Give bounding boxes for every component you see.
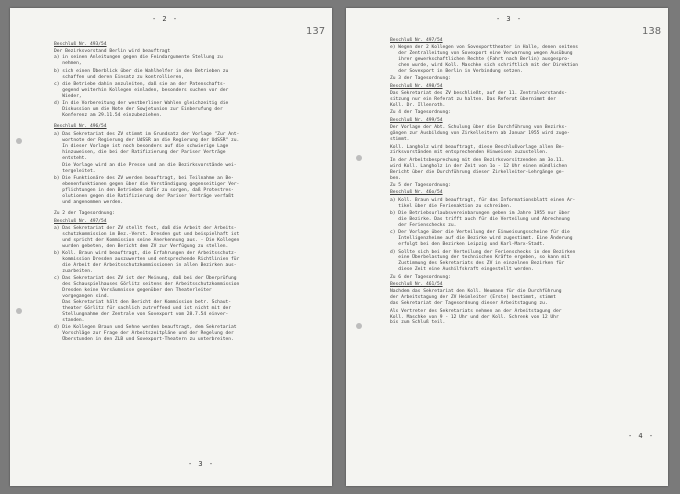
page-number-top: - 2 - [152,15,179,23]
paragraph: Der Bezirksvorstand Berlin wird beauftragt a) in seinen Anleitungen gegen die Feindargumente Stellung zu nehmen, [54,49,223,67]
paragraph: Zu 3 der Tagesordnung: [390,76,451,82]
punch-hole [356,155,362,161]
paragraph: c) Der Vorlage über die Verteilung der Einweisungsscheine für die Intelligenzheime auf die Bezirke wird zugestimmt. Eine Änderung erfolgt bei den Bezirken Leipzig und Karl-Marx-Stadt. [390,230,573,248]
paragraph: Nachdem das Sekretariat den Koll. Neumann für die Durchführung der Arbeitstagung der ZV Heimleiter (Erste) bestimmt, stimmt das Sekretariat der Tagesordnung dieser Arbeitstagung zu. [390,289,562,307]
paragraph: c) Das Sekretariat des ZV ist der Meinung, daß bei der Überprüfung des Schauspielhauses Görlitz seitens der Arbeitsschutzkommission Dresden keine Versäumnisse gegenüber den Theaterleiter vorgegangen sind. Das Sekretariat hält den Bericht der Kommission betr. Schaut- theater Görlitz für sachlich zutreffend und ist nicht mit der Stellungnahme der Zentrale von Sovexport vom 28.7.54 einver- standen. [54,276,240,323]
paragraph: Koll. Langholz wird beauftragt, diese Beschlußvorlage allen Be- zirksvorständen mit entsprechenden Hinweisen zuzustellen. [390,144,565,156]
paragraph: Zu 4 der Tagesordnung: [390,110,451,116]
right-page-text [390,38,658,328]
spacer [54,207,322,210]
punch-hole [16,138,22,144]
paragraph: a) Koll. Braun wird beauftragt, für das Informationsblatt einen Ar- tikel über die Ferienaktion zu schreiben. [390,197,576,209]
resolution-heading: Beschluß Nr. 499/54 [390,117,443,123]
paragraph: Zu 5 der Tagesordnung: [390,182,451,188]
resolution-heading: Beschluß Nr. 497/54 [54,218,107,224]
paragraph: e) Wegen der 2 Kollegen von Sovexporttheater in Halle, denen seitens der Zentralleitung von Sovexport eine Verwarnung wegen Ausübung ihrer gewerkschaftlichen Rechte (Fahrt nach Berlin) ausgespro- chen wurde, wird Koll. Maschke sich schriftlich mit der Direktion der Sovexport in Berlin in Verbindung setzen. [390,45,579,75]
page-number-top: - 3 - [496,15,523,23]
resolution-heading: Beschluß Nr. 496/54 [54,124,107,130]
paragraph: d) Die Kollegen Braun und Sehne werden beauftragt, dem Sekretariat Vorschläge zur Frage der Arbeitszeitpläne und der Regelung der Überstunden in den ZLB und Sovexport-Theatern zu unterbreiten. [54,325,237,342]
left-page-text [54,42,322,344]
paragraph: In der Arbeitsbesprechung mit den Bezirksvorsitzenden am 3o.11. wird Koll. Langholz in der Zeit von 1o - 12 Uhr einen mündlichen Bericht über die Durchführung dieser Zirkelleiter-Lehrgänge ge- ben. [390,157,568,181]
paragraph: b) Koll. Braun wird beauftragt, die Erfahrungen der Arbeitsschutz- kommission Dresden auszuwerten und entsprechende Richtlinien für die Arbeit der Arbeitsschutzkommissionen in allen Bezirken aus- zuarbeiten. [54,251,240,274]
paragraph: c) die Betriebe dahin anzuleiten, daß sie an der Patenschafts- gegend weiterhin Kollegen einladen, besonders suchen vor der Wieder, [54,81,229,99]
resolution-heading: Beschluß Nr. 497/54 [390,38,443,43]
resolution-heading: Beschluß Nr. 498/54 [390,83,443,89]
paragraph: Das Sekretariat des ZV beschließt, auf der 11. Zentralvorstands- sitzung nur ein Referat zu halten. Das Referat übernimmt der Koll. Dr. Illenroth. [390,91,568,109]
page-number-bottom: - 4 - [628,432,655,440]
resolution-heading: Beschluß Nr. 461/54 [390,282,443,288]
paragraph: Als Vertreter des Sekretariats nehmen an der Arbeitstagung der Koll. Maschke von 9 - 12 Uhr und der Koll. Schrenk von 12 Uhr bis zum Schluß teil. [390,308,562,326]
paragraph: Die Vorlage wird an die Presse und an die Bezirksvorstände wei- tergeleitet. [62,162,237,174]
resolution-heading: Beschluß Nr. 46o/54 [390,190,443,196]
paragraph: Der Vorlage der Abt. Schulung über die Durchführung von Bezirks- gängen zur Ausbildung von Zirkelleitern ab Januar 1955 wird zuge- stimmt. [390,125,570,143]
paragraph: b) Die Funktionäre des ZV werden beauftragt, bei Teilnahme an Be- ebenenfunktionen gegen über die Verständigung gegenseitiger Ver- pflichtungen in den Betrieben dafür zu sorgen, daß Protestres- olutionen gegen die Ratifizierung der Pariser Verträge verfaßt und angenommen werden. [54,176,240,205]
paragraph: Zu 2 der Tagesordnung: [54,211,115,217]
paragraph: Zu 6 der Tagesordnung: [390,274,451,280]
paragraph: b) Die Betriebsurlaubsvereinbarungen geben im Jahre 1955 nur über die Bezirke. Das trifft auch für die Verteilung und Abrechnung der Ferienschecks zu. [390,211,570,228]
page-corner-number: 137 [306,26,326,37]
page-number-bottom: - 3 - [188,460,215,468]
paragraph: d) Sollte sich bei der Verteilung der Ferienschecks in den Bezirken eine Überbelastung der technischen Kräfte ergeben, so kann mit Zustimmung des Sekretariats des ZV in einzelnen Bezirken für diese Zeit eine Aushilfskraft eingestellt werden. [390,249,576,273]
paragraph: b) sich einen Überblick über die Wahlhelfer in den Betrieben zu schaffen und deren Einsatz zu kontrollieren, [54,68,229,80]
spacer [54,120,322,123]
paragraph: a) Das Sekretariat des ZV stimmt im Grundsatz der Vorlage "Zur Ant- wortnote der Regierung der UdSSR an die Regierung der UdSSR" zu. In dieser Vorlage ist noch besonders auf die schwierige Lage hinzuweisen, die bei der Ratifizierung der Pariser Verträge entsteht. [54,131,240,161]
punch-hole [16,308,22,314]
paragraph: a) Das Sekretariat der ZV stellt fest, daß die Arbeit der Arbeits- schutzkommission im Bez.-Verst. Dresden gut und beispielhaft ist und spricht der Kommission seine Anerkennung aus. - Die Kollegen wurden gebeten, den Bericht dem ZV zur Verfügung zu stellen. [54,226,240,249]
punch-hole [356,323,362,329]
paragraph: d) In die Vorbereitung der westberliner Wahlen gleichzeitig die Diskussion um die Note der Sowjetunion zur Einberufung der Konferenz am 29.11.54 einzubeziehen. [54,101,229,118]
left-page [10,8,332,486]
resolution-heading: Beschluß Nr. 493/54 [54,42,107,47]
page-corner-number: 138 [642,26,662,37]
right-page [346,8,668,486]
